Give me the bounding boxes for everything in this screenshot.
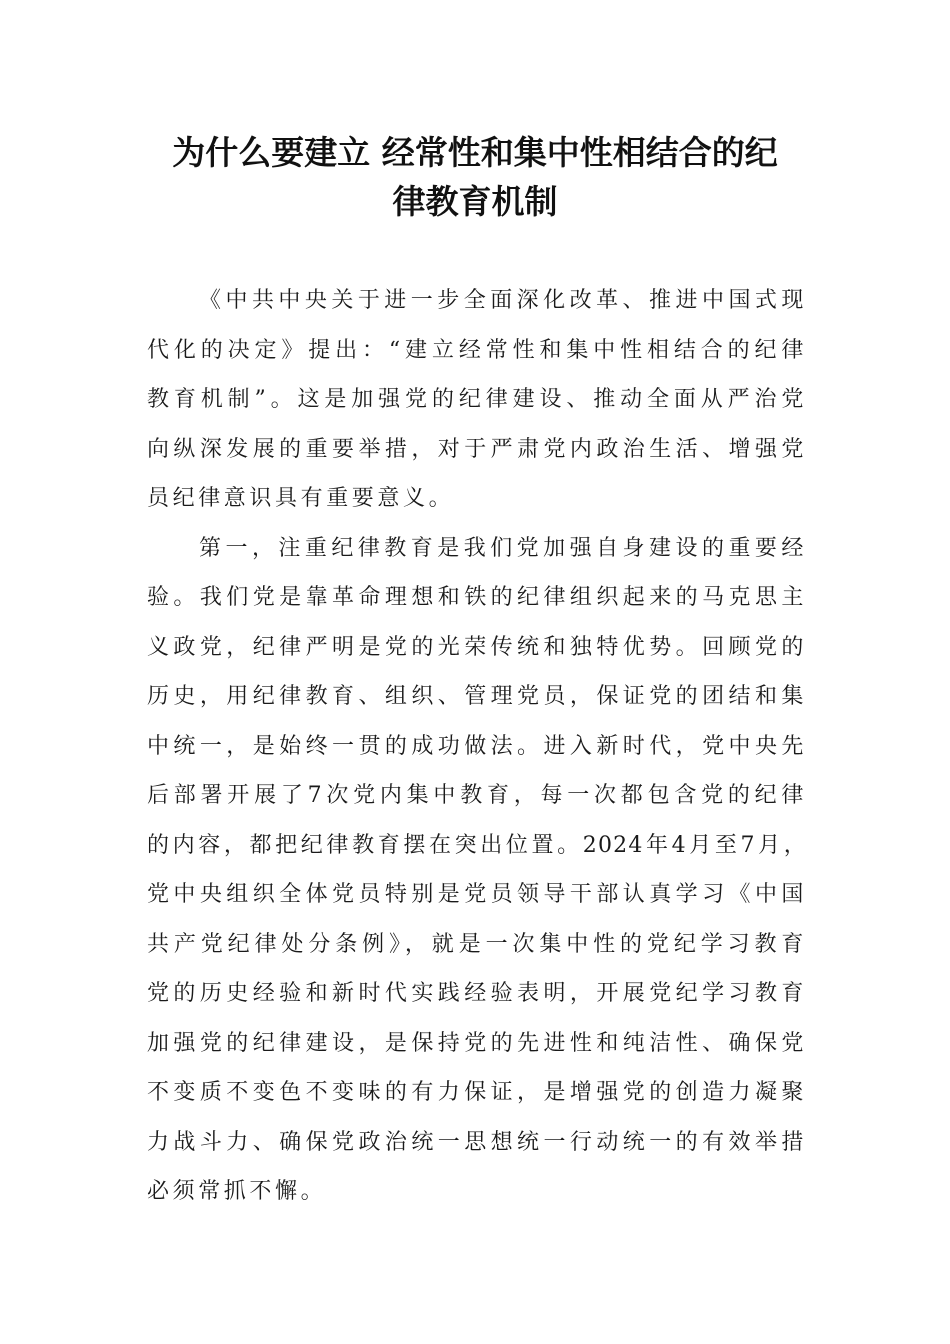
- text-line: 验。我们党是靠革命理想和铁的纪律组织起来的马克思主: [147, 585, 807, 610]
- text-line: 党的历史经验和新时代实践经验表明，开展党纪学习教育: [147, 981, 807, 1006]
- text-line: 代化的决定》提出：“建立经常性和集中性相结合的纪律: [147, 337, 807, 363]
- text-line: 不变质不变色不变味的有力保证，是增强党的创造力凝聚: [147, 1080, 807, 1105]
- paragraph-1: [147, 276, 807, 524]
- text-line: 党中央组织全体党员特别是党员领导干部认真学习《中国: [147, 882, 807, 907]
- text-line: 《中共中央关于进一步全面深化改革、推进中国式现: [199, 288, 807, 313]
- text-line: 加强党的纪律建设，是保持党的先进性和纯洁性、确保党: [147, 1030, 807, 1056]
- text-line: 员纪律意识具有重要意义。: [147, 486, 455, 511]
- text-line: 的内容，都把纪律教育摆在突出位置。2024年4月至7月，: [147, 832, 807, 858]
- text-line: 历史，用纪律教育、组织、管理党员，保证党的团结和集: [147, 684, 807, 709]
- text-line: 第一，注重纪律教育是我们党加强自身建设的重要经: [199, 535, 807, 561]
- paragraph-2: [147, 524, 807, 1217]
- text-line: 共产党纪律处分条例》，就是一次集中性的党纪学习教育: [147, 931, 807, 957]
- text-line: 教育机制”。这是加强党的纪律建设、推动全面从严治党: [147, 387, 807, 412]
- text-line: 后部署开展了7次党内集中教育，每一次都包含党的纪律: [147, 783, 807, 808]
- document-body: [147, 276, 807, 1217]
- text-line: 中统一，是始终一贯的成功做法。进入新时代，党中央先: [147, 733, 807, 759]
- title-line-2: 律教育机制: [392, 182, 558, 221]
- title-line-1: 为什么要建立 经常性和集中性相结合的纪: [172, 133, 778, 172]
- text-line: 力战斗力、确保党政治统一思想统一行动统一的有效举措: [147, 1129, 807, 1155]
- text-line: 必须常抓不懈。: [147, 1179, 327, 1204]
- page-title: [140, 128, 810, 226]
- text-line: 向纵深发展的重要举措，对于严肃党内政治生活、增强党: [147, 436, 807, 462]
- text-line: 义政党，纪律严明是党的光荣传统和独特优势。回顾党的: [147, 634, 807, 660]
